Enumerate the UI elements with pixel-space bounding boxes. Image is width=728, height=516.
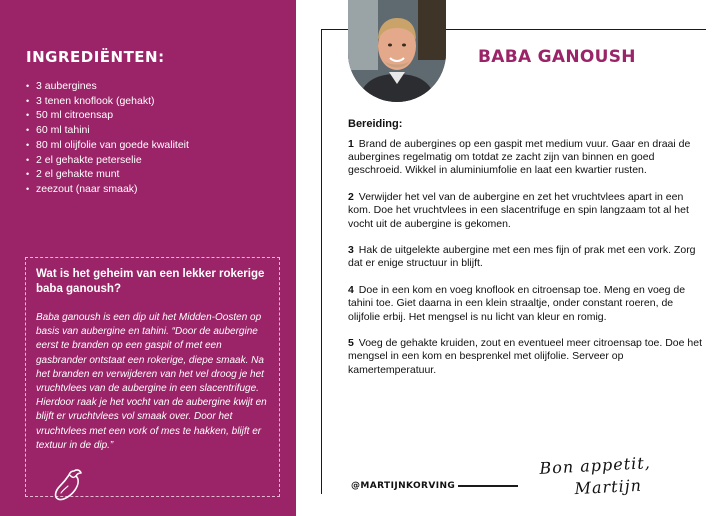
social-handle: @MARTIJNKORVING xyxy=(351,481,456,491)
ingredient-item: • 2 el gehakte peterselie xyxy=(26,153,189,168)
ingredient-item: • 60 ml tahini xyxy=(26,123,189,138)
ingredient-item: • 50 ml citroensap xyxy=(26,108,189,123)
ingredient-item: • 80 ml olijfolie van goede kwaliteit xyxy=(26,138,189,153)
step-5: 5 Voeg de gehakte kruiden, zout en eventueel meer citroensap toe. Doe het mengsel in een kom en besprenkel met olijfolie. Serveer op kamertemperatuur. xyxy=(348,337,702,376)
ingredient-item: • 3 tenen knoflook (gehakt) xyxy=(26,94,189,109)
secret-text: Baba ganoush is een dip uit het Midden-Oosten op basis van aubergine en tahini. “Door de aubergine eerst te branden op een gaspit of met een gasbrander ontstaat een rokerige, diepe smaak. Na het branden en verwijderen van het vel droog je het vruchtvlees van de aubergine in een slacentrifuge. Hierdoor raak je het vocht van de aubergine kwijt en blijft er vruchtvlees vol smaak over. Door het vruchtvlees met een vork of mes te hakken, blijft er textuur in de dip.” xyxy=(36,312,267,451)
secret-question: Wat is het geheim van een lekker rokerige baba ganoush? xyxy=(36,268,265,295)
signature-line-1: Bon appetit, xyxy=(539,453,652,478)
ingredients-title: INGREDIËNTEN: xyxy=(26,48,165,66)
signature-line-2: Martijn xyxy=(574,475,643,499)
step-4: 4 Doe in een kom en voeg knoflook en citroensap toe. Meng en voeg de tahini toe. Giet daarna in een klein straaltje, onder constant roeren, de olijfolie erbij. Het mengsel is nu licht van kleur en romig. xyxy=(348,284,686,323)
recipe-title: BABA GANOUSH xyxy=(478,47,636,67)
step-3: 3 Hak de uitgelekte aubergine met een mes fijn of prak met een vork. Zorg dat er enige structuur in blijft. xyxy=(348,244,696,270)
step-1: 1 Brand de aubergines op een gaspit met medium vuur. Gaar en draai de aubergines regelmatig om totdat ze zacht zijn van binnen en goed geschroeid. Wikkel in aluminiumfolie en laat een kwartier rusten. xyxy=(348,138,691,177)
chef-portrait-image xyxy=(348,0,446,102)
secret-tip-box xyxy=(25,257,280,497)
chef-photo xyxy=(348,0,446,102)
ingredients-list xyxy=(26,79,189,197)
eggplant-icon xyxy=(52,466,86,504)
preparation-steps xyxy=(348,138,703,390)
step-2: 2 Verwijder het vel van de aubergine en zet het vruchtvlees apart in een kom. Doe het vruchtvlees in een slacentrifuge en spin langzaam tot al het vocht uit de aubergine is gekomen. xyxy=(348,191,689,230)
ingredient-item: • 3 aubergines xyxy=(26,79,189,94)
signature xyxy=(539,450,691,502)
ingredient-item: • 2 el gehakte munt xyxy=(26,167,189,182)
ingredients-panel xyxy=(0,0,296,516)
footer-divider xyxy=(458,485,518,487)
ingredient-item: • zeezout (naar smaak) xyxy=(26,182,189,197)
preparation-label: Bereiding: xyxy=(348,118,403,130)
